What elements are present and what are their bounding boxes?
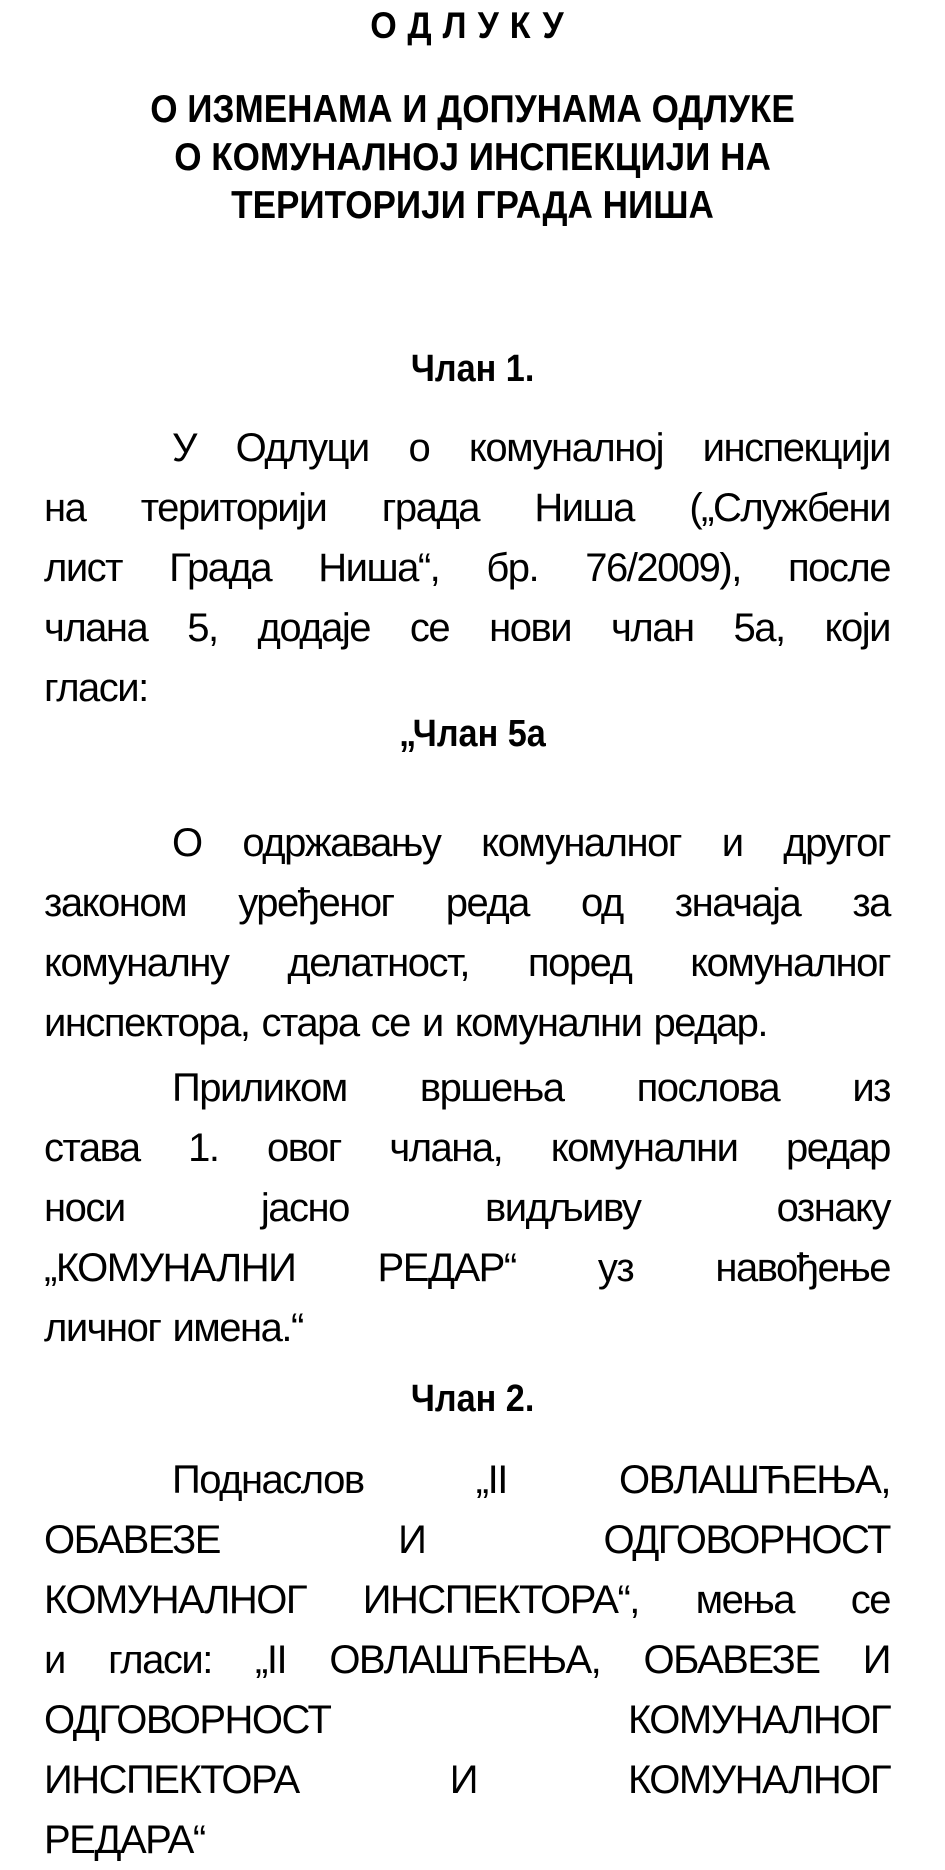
paragraph-line [44,1118,890,1178]
word: И [862,1638,890,1682]
word: ОБАВЕЗЕ [44,1518,220,1562]
word: „II [255,1638,287,1682]
subtitle-line: О КОМУНАЛНОЈ ИНСПЕКЦИЈИ НА [174,136,771,179]
article-heading-2 [0,1375,945,1423]
subtitle-line: ТЕРИТОРИЈИ ГРАДА НИША [231,184,714,227]
word: уз [597,1246,634,1290]
subtitle-line: О ИЗМЕНАМА И ДОПУНАМА ОДЛУКЕ [150,88,795,131]
word: овог [267,1126,341,1170]
word: („Службени [689,486,890,530]
word: редар [785,1126,890,1170]
word: носи [44,1186,125,1230]
word: члан [611,606,694,650]
word: О [172,821,202,865]
word: делатност, [287,941,469,985]
article-heading-text: „Члан 5а [399,713,546,755]
article-heading-1 [0,345,945,393]
word: имена.“ [172,1306,303,1350]
article-heading-5a [0,710,945,758]
word: комунални [550,1126,738,1170]
paragraph-line [44,478,890,538]
word: послова [636,1066,780,1110]
word: се [850,1578,890,1622]
word: видљиву [485,1186,641,1230]
paragraph-line [44,598,890,658]
article-heading-text: Члан 1. [410,348,535,390]
paragraph-line [44,933,890,993]
paragraph-line [44,873,890,933]
word: и [721,821,743,865]
word: 5, [187,606,218,650]
word: инспектора, [44,1001,250,1045]
word: КОМУНАЛНОГ [627,1698,890,1742]
document-subtitle [0,86,945,230]
word: и [421,1001,443,1045]
word: ОВЛАШЋЕЊА, [329,1638,601,1682]
word: Ниша“, [318,546,440,590]
word: за [852,881,890,925]
word: одржавању [242,821,441,865]
word: Ниша [534,486,634,530]
word: ИНСПЕКТОРА“, [362,1578,639,1622]
word: гласи: [44,666,148,710]
paragraph-line [44,1570,890,1630]
word: територији [140,486,327,530]
paragraph-line [44,1690,890,1750]
word: стара [261,1001,359,1045]
word: 1. [188,1126,219,1170]
word: комуналног [481,821,681,865]
word: И [398,1518,426,1562]
word: редар. [653,1001,768,1045]
word: 5а, [733,606,785,650]
paragraph-line [44,538,890,598]
word: комуналног [690,941,890,985]
paragraph-line [44,1450,890,1510]
word: ОДГОВОРНОСТ [603,1518,890,1562]
word: личног [44,1306,161,1350]
word: Одлуци [235,426,369,470]
word: члана [44,606,148,650]
word: града [381,486,479,530]
word: законом [44,881,187,925]
paragraph [44,1058,890,1358]
word: мења [695,1578,795,1622]
word: после [787,546,890,590]
word: додаје [257,606,370,650]
word: ознаку [776,1186,890,1230]
word: Поднаслов [172,1458,364,1502]
word: нови [489,606,572,650]
word: комуналној [468,426,663,470]
word: јасно [260,1186,349,1230]
paragraph [44,418,890,718]
word: У [172,426,196,470]
word: 76/2009), [585,546,741,590]
word: КОМУНАЛНОГ [627,1758,890,1802]
word: се [370,1001,410,1045]
paragraph-line [44,813,890,873]
word: Приликом [172,1066,347,1110]
word: уређеног [238,881,394,925]
word: ОДГОВОРНОСТ [44,1698,331,1742]
paragraph-line [44,1810,890,1870]
word: комунални [454,1001,642,1045]
word: Града [169,546,272,590]
paragraph-line [44,658,890,718]
word: вршења [419,1066,564,1110]
word: значаја [674,881,801,925]
word: и [44,1638,65,1682]
word: се [409,606,450,650]
paragraph-line [44,1058,890,1118]
article-heading-text: Члан 2. [410,1378,535,1420]
paragraph-line [44,418,890,478]
paragraph [44,1450,890,1870]
word: на [44,486,86,530]
document-title: ОДЛУКУ [370,5,575,46]
word: лист [44,546,123,590]
paragraph-line [44,1178,890,1238]
word: поред [527,941,632,985]
paragraph [44,813,890,1053]
word: И [449,1758,477,1802]
word: навођење [715,1246,890,1290]
word: из [852,1066,890,1110]
word: који [824,606,890,650]
word: бр. [486,546,539,590]
word: КОМУНАЛНОГ [44,1578,307,1622]
word: ОБАВЕЗЕ [643,1638,820,1682]
paragraph-line [44,1238,890,1298]
word: члана, [389,1126,503,1170]
word: РЕДАР“ [377,1246,516,1290]
word: реда [445,881,529,925]
word: ИНСПЕКТОРА [44,1758,299,1802]
paragraph-line [44,1510,890,1570]
word: инспекцији [702,426,890,470]
word: гласи: [108,1638,212,1682]
word: ОВЛАШЋЕЊА, [619,1458,890,1502]
word: „КОМУНАЛНИ [44,1246,296,1290]
paragraph-line [44,993,890,1053]
word: „II [475,1458,507,1502]
word: од [580,881,623,925]
paragraph-line [44,1630,890,1690]
word: комуналну [44,941,229,985]
paragraph-line [44,1298,890,1358]
word: става [44,1126,140,1170]
word: РЕДАРА“ [44,1818,205,1862]
paragraph-line [44,1750,890,1810]
word: другог [783,821,890,865]
word: о [408,426,430,470]
